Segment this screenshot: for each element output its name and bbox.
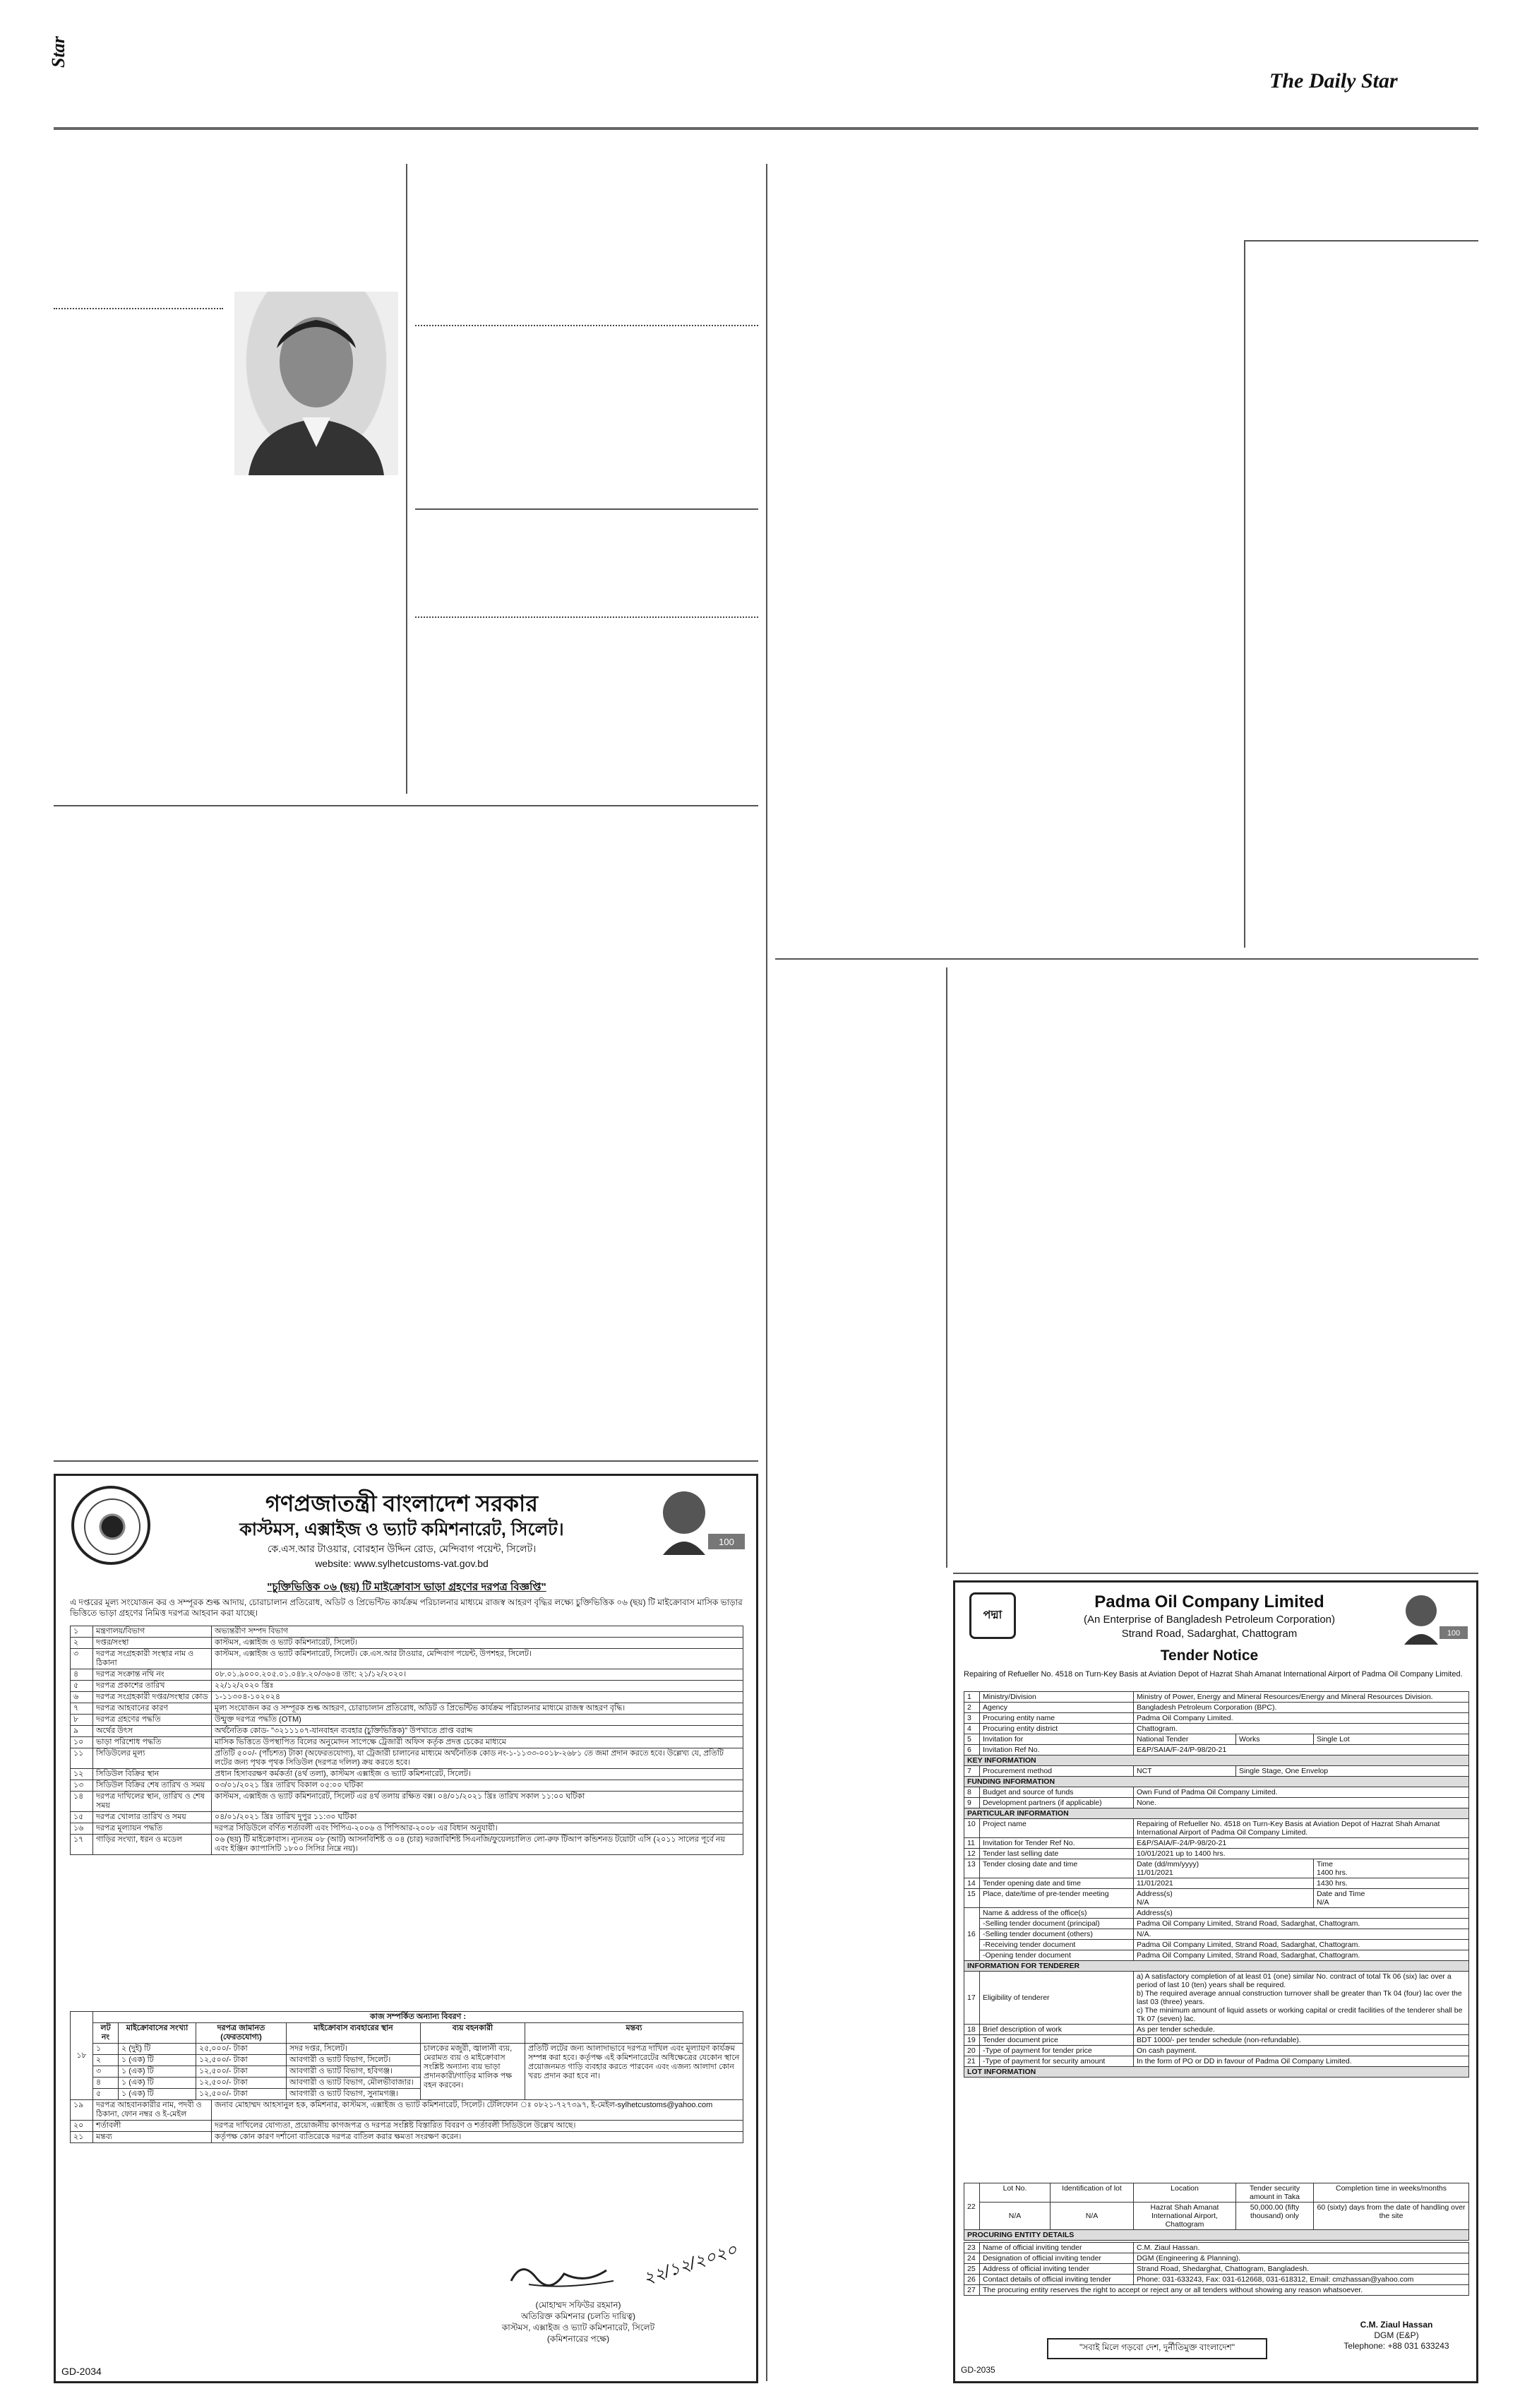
row-label: দরপত্র সংক্রান্ত নথি নং [93,1669,212,1681]
lot-header: মাইক্রোবাসের সংখ্যা [119,2023,196,2044]
row-number: ১৪ [71,1792,93,1812]
signer-title: অতিরিক্ত কমিশনার (চলতি দায়িত্ব) [520,2311,636,2321]
table-row [71,1681,743,1692]
row-label: Procuring entity name [980,1713,1134,1724]
row-number: 12 [964,1849,980,1859]
notice-title: Tender Notice [1160,1647,1259,1664]
lot-count: ১ (এক) টি [119,2055,196,2066]
row-number: ৩ [71,1649,93,1669]
row-label: Address of official inviting tender [980,2264,1134,2275]
row-value: Padma Oil Company Limited. [1134,1713,1469,1724]
lot-completion: 60 (sixty) days from the date of handling over the site [1314,2203,1469,2230]
row-value: Strand Road, Shedarghat, Chattogram, Bangladesh. [1134,2264,1469,2275]
row-number: ৭ [71,1703,93,1715]
row-label: অর্থের উৎস [93,1726,212,1737]
lot-no: ৩ [93,2066,119,2078]
padma-info-table [964,1691,1469,2078]
padma-signer [1322,2320,1471,2352]
lot-no: N/A [980,2203,1051,2230]
lot-count: ১ (এক) টি [119,2078,196,2089]
lot-header: মাইক্রোবাস ব্যবহারের স্থান [287,2023,421,2044]
section-title: FUNDING INFORMATION [964,1777,1469,1787]
row-value: The procuring entity reserves the right to accept or reject any or all tenders without showing any reason whatsoever. [980,2285,1469,2296]
lot-no: ৪ [93,2078,119,2089]
section-title: PARTICULAR INFORMATION [964,1808,1469,1819]
row-label: সিডিউলের মূল্য [93,1748,212,1769]
row-label: Development partners (if applicable) [980,1798,1134,1808]
row-label: -Type of payment for security amount [980,2056,1134,2067]
row-value: কাস্টমস, এক্সাইজ ও ভ্যাট কমিশনারেট, সিলেট। কে.এস.আর টাওয়ার, মেন্দিবাগ পয়েন্ট, উপশহর, সিলেট। [212,1649,743,1669]
lot-count: ১ (এক) টি [119,2066,196,2078]
row-number: 23 [964,2243,980,2253]
row-label: সিডিউল বিক্রির স্থান [93,1769,212,1780]
table-row [71,1769,743,1780]
tender-info-table [70,1626,743,1855]
row-number: 25 [964,2264,980,2275]
signer-title: DGM (E&P) [1374,2330,1419,2340]
row-value: Padma Oil Company Limited, Strand Road, Sadarghat, Chattogram. [1134,1950,1469,1961]
lot-count: ২ (দুই) টি [119,2044,196,2055]
lot-cost-bearer: চালকের মজুরী, জ্বালানী ব্যয়, মেরামত ব্যয় ও মাইক্রোবাস সংশ্লিষ্ট অন্যান্য ব্যয় ভাড়া প্রদানকারী/গাড়ির মালিক পক্ষ বহন করবেন। [421,2044,525,2100]
row-number: ১৯ [71,2100,93,2121]
row-value: Ministry of Power, Energy and Mineral Resources/Energy and Mineral Resources Division. [1134,1692,1469,1703]
column-divider [406,164,407,794]
section-title: KEY INFORMATION [964,1756,1469,1766]
row-label: দরপত্র সংগ্রহকারী সংস্থার নাম ও ঠিকানা [93,1649,212,1669]
lot-place: আবগারী ও ভ্যাট বিভাগ, হবিগঞ্জ। [287,2066,421,2078]
row-number: ১২ [71,1769,93,1780]
table-row [71,2132,743,2143]
row-value: C.M. Ziaul Hassan. [1134,2243,1469,2253]
row-number: ১৫ [71,1812,93,1823]
lot-header: মন্তব্য [525,2023,743,2044]
table-row [71,1703,743,1715]
table-row [71,1649,743,1669]
row-value: Date (dd/mm/yyyy) 11/01/2021 [1134,1859,1314,1878]
company-subtitle: (An Enterprise of Bangladesh Petroleum Corporation) [1083,1614,1336,1626]
row-label: Designation of official inviting tender [980,2253,1134,2264]
lot-count: ১ (এক) টি [119,2089,196,2100]
row-number: 26 [964,2275,980,2285]
row-label: Budget and source of funds [980,1787,1134,1798]
row-value: Bangladesh Petroleum Corporation (BPC). [1134,1703,1469,1713]
row-number: 11 [964,1838,980,1849]
row-label: -Type of payment for tender price [980,2046,1134,2056]
padma-lot-table [964,2183,1469,2241]
lot-no: ৫ [93,2089,119,2100]
company-address: Strand Road, Sadarghat, Chattogram [1121,1628,1298,1640]
row-value: ০৪/০১/২০২১ খ্রিঃ তারিখ দুপুর ১১:৩০ ঘটিকা [212,1812,743,1823]
table-row [71,1626,743,1638]
signer-name: C.M. Ziaul Hassan [1360,2320,1433,2330]
row-number: 8 [964,1787,980,1798]
row-label: -Selling tender document (principal) [980,1919,1134,1929]
row-number: 2 [964,1703,980,1713]
row-number: ১ [71,1626,93,1638]
row-number: 14 [964,1878,980,1889]
row-value: Address(s) N/A [1134,1889,1314,1908]
row-label: Place, date/time of pre-tender meeting [980,1889,1134,1908]
row-label: -Selling tender document (others) [980,1929,1134,1940]
ad-title: গণপ্রজাতন্ত্রী বাংলাদেশ সরকার [265,1491,538,1516]
mujib-year-logo [1400,1590,1471,1646]
row-value: Padma Oil Company Limited, Strand Road, Sadarghat, Chattogram. [1134,1940,1469,1950]
lot-row-number: ১৮ [71,2012,93,2100]
row-value: জনাব মোহাম্মদ আহসানুল হক, কমিশনার, কাস্টমস, এক্সাইজ ও ভ্যাট কমিশনারেট, সিলেট। টেলিফোন ঃ ০৮২১-৭২৭৩৯৭, ই-মেইল-sylhetcustoms@yahoo.com [212,2100,743,2121]
table-row [71,1823,743,1835]
row-value: DGM (Engineering & Planning). [1134,2253,1469,2264]
row-number: 15 [964,1889,980,1908]
padma-tender-ad [953,1580,1478,2383]
row-label: Project name [980,1819,1134,1838]
row-value: Works [1236,1734,1314,1745]
row-label: Name of official inviting tender [980,2243,1134,2253]
separator [953,1573,1478,1574]
row-value: ০৬ (ছয়) টি মাইক্রোবাস। ন্যূনতম ০৮ (আট) আসনবিশিষ্ট ও ০৪ (চার) দরজাবিশিষ্ট সিএনজি/ফুয়েলচালিত লো-রুফ টিআপ কন্ডিশনড টয়োটা এসি (২০১১ সালের পূর্বে নয় এবং ইঞ্জিন ক্যাপাসিটি ১৮০০ সিসির নিম্নে নয়)। [212,1835,743,1855]
lot-header: Identification of lot [1051,2183,1134,2203]
row-number: ৫ [71,1681,93,1692]
row-label: -Receiving tender document [980,1940,1134,1950]
row-value: Single Stage, One Envelop [1236,1766,1469,1777]
slogan-box: "সবাই মিলে গড়বো দেশ, দুর্নীতিমুক্ত বাংলাদেশ" [1047,2338,1267,2359]
row-label: Brief description of work [980,2025,1134,2035]
row-value: দরপত্র সিডিউলে বর্ণিত শর্তাবলী এবং পিপিএ-২০০৬ ও পিপিআর-২০০৮ এর বিধান অনুযায়ী। [212,1823,743,1835]
row-number: 9 [964,1798,980,1808]
row-value: 10/01/2021 up to 1400 hrs. [1134,1849,1469,1859]
row-number: ২০ [71,2121,93,2132]
row-label: Ministry/Division [980,1692,1134,1703]
row-label: -Opening tender document [980,1950,1134,1961]
row-value: On cash payment. [1134,2046,1469,2056]
masthead-rule [54,127,1478,130]
lot-header: Completion time in weeks/months [1314,2183,1469,2203]
row-value: Chattogram. [1134,1724,1469,1734]
table-row [71,2100,743,2121]
ad-website[interactable]: website: www.sylhetcustoms-vat.gov.bd [315,1558,489,1569]
lot-header: Lot No. [980,2183,1051,2203]
row-number: 7 [964,1766,980,1777]
lot-deposit: ১২,৫০০/- টাকা [196,2066,287,2078]
row-label: দরপত্র সংগ্রহকারী দপ্তর/সংস্থার কোড [93,1692,212,1703]
row-value: দরপত্র দাখিলের যোগ্যতা, প্রয়োজনীয় কাগজপত্র ও দরপত্র সংশ্লিষ্ট বিস্তারিত বিবরণ ও শর্তাবলী সিডিউলে উল্লেখ আছে। [212,2121,743,2132]
row-value: Padma Oil Company Limited, Strand Road, Sadarghat, Chattogram. [1134,1919,1469,1929]
row-value: Own Fund of Padma Oil Company Limited. [1134,1787,1469,1798]
lot-place: আবগারী ও ভ্যাট বিভাগ, সুনামগঞ্জ। [287,2089,421,2100]
column-divider [766,164,767,2381]
table-row [71,1792,743,1812]
row-number: ৪ [71,1669,93,1681]
row-label: Name & address of the office(s) [980,1908,1134,1919]
row-number: ২ [71,1638,93,1649]
row-value: Phone: 031-633243, Fax: 031-612668, 031-618312, Email: cmzhassan@yahoo.com [1134,2275,1469,2285]
table-row [71,1748,743,1769]
lot-place: সদর দপ্তর, সিলেট। [287,2044,421,2055]
row-label: ভাড়া পরিশোধ পদ্ধতি [93,1737,212,1748]
row-value: NCT [1134,1766,1236,1777]
table-row [71,1715,743,1726]
row-label: দরপত্র প্রকাশের তারিখ [93,1681,212,1692]
lot-deposit: ১২,৫০০/- টাকা [196,2055,287,2066]
row-label: Tender document price [980,2035,1134,2046]
lot-section-title: কাজ সম্পর্কিত অন্যান্য বিবরণ : [93,2012,743,2023]
row-label: দরপত্র খোলার তারিখ ও সময় [93,1812,212,1823]
row-value: ০৩/০১/২০২১ খ্রিঃ তারিখ বিকাল ০৫:০০ ঘটিকা [212,1780,743,1792]
row-value: 11/01/2021 [1134,1878,1314,1889]
separator [415,616,758,618]
row-value: E&P/SAIA/F-24/P-98/20-21 [1134,1745,1469,1756]
row-label: Tender closing date and time [980,1859,1134,1878]
row-label: দরপত্র আহবানকারীর নাম, পদবী ও ঠিকানা, ফোন নম্বর ও ই-মেইল [93,2100,212,2121]
row-value: ১-১১৩০৪-১০২০২৪ [212,1692,743,1703]
signature-date: ২২/১২/২০২০ [640,2240,740,2289]
row-value: E&P/SAIA/F-24/P-98/20-21 [1134,1838,1469,1849]
separator [415,508,758,510]
signer-name: (মোহাম্মদ সফিউর রহমান) [535,2300,621,2310]
row-value: অর্থনৈতিক কোড- "৩২১১১০৭-যানবাহন ব্যবহার (চুক্তিভিত্তিক)" উপখাতে প্রাপ্ত বরাদ্দ [212,1726,743,1737]
row-value: প্রধান হিসাবরক্ষণ কর্মকর্তা (৪র্থ তলা), কাস্টমস এক্সাইজ ও ভ্যাট কমিশনারেট, সিলেট। [212,1769,743,1780]
company-name: Padma Oil Company Limited [1094,1592,1324,1611]
row-value: N/A. [1134,1929,1469,1940]
lot-location: Hazrat Shah Amanat International Airport, Chattogram [1134,2203,1236,2230]
row-number: 27 [964,2285,980,2296]
table-row [71,1726,743,1737]
svg-text:100: 100 [719,1537,734,1547]
row-number: 3 [964,1713,980,1724]
row-number: 19 [964,2035,980,2046]
notice-title: "চুক্তিভিত্তিক ০৬ (ছয়) টি মাইক্রোবাস ভাড়া গ্রহণের দরপত্র বিজ্ঞপ্তি" [267,1581,546,1593]
signer-block [451,2299,705,2344]
row-number: 18 [964,2025,980,2035]
masthead-right-logo: The Daily Star [1269,69,1398,93]
lot-header: Tender security amount in Taka [1236,2183,1314,2203]
customs-tender-ad [54,1474,758,2383]
column-divider [946,967,947,1568]
lot-deposit: ১২,৫০০/- টাকা [196,2078,287,2089]
lot-section [70,2011,743,2143]
row-number: 4 [964,1724,980,1734]
row-value: উন্মুক্ত দরপত্র পদ্ধতি (OTM) [212,1715,743,1726]
lot-place: আবগারী ও ভ্যাট বিভাগ, সিলেট। [287,2055,421,2066]
row-number: ৮ [71,1715,93,1726]
ad-subtitle: কাস্টমস, এক্সাইজ ও ভ্যাট কমিশনারেট, সিলেট। [239,1520,564,1539]
row-value: অভ্যন্তরীণ সম্পদ বিভাগ [212,1626,743,1638]
row-value: মূল্য সংযোজন কর ও সম্পূরক শুল্ক আহরণ, চোরাচালান প্রতিরোধ, অডিট ও প্রিভেন্টিভ কার্যক্রম পরিচালনার মাধ্যমে রাজস্ব আহরণ বৃদ্ধি। [212,1703,743,1715]
separator [54,805,758,806]
row-number: ৯ [71,1726,93,1737]
row-number: ১১ [71,1748,93,1769]
row-value: Date and Time N/A [1314,1889,1469,1908]
row-number: 1 [964,1692,980,1703]
table-row [71,1692,743,1703]
section-title: LOT INFORMATION [964,2067,1469,2078]
row-label: দরপত্র মূল্যায়ন পদ্ধতি [93,1823,212,1835]
row-value: In the form of PO or DD in favour of Padma Oil Company Limited. [1134,2056,1469,2067]
row-value: কাস্টমস, এক্সাইজ ও ভ্যাট কমিশনারেট, সিলেট। [212,1638,743,1649]
row-value: মাসিক ভিত্তিতে উপস্থাপিত বিলের অনুমোদন সাপেক্ষে ট্রেজারী অফিস কর্তৃক প্রদত্ত চেকের মাধ্যমে [212,1737,743,1748]
row-number: 20 [964,2046,980,2056]
separator [1244,240,1478,242]
table-row [71,1737,743,1748]
masthead-left-logo: Star [48,36,68,68]
row-number: 10 [964,1819,980,1838]
row-value: a) A satisfactory completion of at least 01 (one) similar No. contract of total Tk 06 (six) lac over a period of last 10 (ten) years shall be required. b) The required average annual construction turnover shall be greater than Tk 04 (four) lac over the last 03 (three) years. c) The minimum amount of liquid assets or working capital or credit facilities of the tenderer shall be Tk 07 (seven) lac. [1134,1972,1469,2025]
row-number: 5 [964,1734,980,1745]
separator [415,325,758,326]
row-number: ৬ [71,1692,93,1703]
row-value: As per tender schedule. [1134,2025,1469,2035]
separator [775,958,1478,960]
row-label: মন্ত্রণালয়/বিভাগ [93,1626,212,1638]
signature-mark [508,2253,649,2295]
svg-text:100: 100 [1447,1629,1461,1638]
separator [54,1460,758,1462]
section-title: INFORMATION FOR TENDERER [964,1961,1469,1972]
row-value: National Tender [1134,1734,1236,1745]
row-label: মন্তব্য [93,2132,212,2143]
row-label: Contact details of official inviting tender [980,2275,1134,2285]
lot-header: ব্যয় বহনকারী [421,2023,525,2044]
row-number: 24 [964,2253,980,2264]
row-number: 6 [964,1745,980,1756]
table-row [71,2121,743,2132]
row-label: Invitation Ref No. [980,1745,1134,1756]
mujib-year-logo [656,1484,748,1562]
notice-intro: এ দপ্তরের মূল্য সংযোজন কর ও সম্পূরক শুল্ক আদায়, চোরাচালান প্রতিরোধ, অডিট ও প্রিভেন্টিভ কার্যক্রম পরিচালনার মাধ্যমে রাজস্ব আহরণ বৃদ্ধির লক্ষ্যে চুক্তিভিত্তিক ০৬ (ছয়) টি মাইক্রোবাস মাসিক ভাড়ার ভিত্তিতে ভাড়া গ্রহণের নিমিত্ত দরপত্র আহবান করা যাচ্ছে। [70,1597,743,1618]
row-value: কর্তৃপক্ষ কোন কারণ দর্শানো ব্যতিরেকে দরপত্র বাতিল করার ক্ষমতা সংরক্ষণ করেন। [212,2132,743,2143]
lot-deposit: ২৫,০০০/- টাকা [196,2044,287,2055]
signer-behalf: (কমিশনারের পক্ষে) [546,2334,610,2344]
row-label: দরপত্র গ্রহণের পদ্ধতি [93,1715,212,1726]
row-label: Tender opening date and time [980,1878,1134,1889]
row-label: Eligibility of tenderer [980,1972,1134,2025]
row-label: গাড়ির সংখ্যা, ধরন ও মডেল [93,1835,212,1855]
author-photo [234,292,398,475]
row-number: 21 [964,2056,980,2067]
row-label: Procuring entity district [980,1724,1134,1734]
row-value: Time 1400 hrs. [1314,1859,1469,1878]
row-value: প্রতিটি ৫০০/- (পাঁচশত) টাকা (অফেরতযোগ্য), যা ট্রেজারী চালানের মাধ্যমে অর্থনৈতিক কোড নং-১-১১৩৩-০০১৮-২৬৮১ তে জমা প্রদান করতে হবে। উল্লেখ্য যে, প্রতিটি লটের জন্য পৃথক পৃথক সিডিউল (দরপত্র দলিল) ক্রয় করতে হবে। [212,1748,743,1769]
row-label: দপ্তর/সংস্থা [93,1638,212,1649]
table-row [71,1780,743,1792]
padma-procuring-table [964,2242,1469,2296]
row-label: দরপত্র আহবানের কারণ [93,1703,212,1715]
row-label: Agency [980,1703,1134,1713]
row-value: 1430 hrs. [1314,1878,1469,1889]
lot-no: ১ [93,2044,119,2055]
row-number: ১৩ [71,1780,93,1792]
row-label: দরপত্র দাখিলের স্থান, তারিখ ও শেষ সময় [93,1792,212,1812]
lot-header: দরপত্র জামানত (ফেরতযোগ্য) [196,2023,287,2044]
ad-code: GD-2034 [61,2366,102,2377]
row-value: BDT 1000/- per tender schedule (non-refundable). [1134,2035,1469,2046]
table-row [71,1638,743,1649]
lot-header: Location [1134,2183,1236,2203]
lot-security: 50,000.00 (fifty thousand) only [1236,2203,1314,2230]
lot-deposit: ১২,৫০০/- টাকা [196,2089,287,2100]
padma-logo-icon: পদ্মা [969,1592,1016,1639]
row-value: কাস্টমস, এক্সাইজ ও ভ্যাট কমিশনারেট, সিলেট এর ৪র্থ তলায় রক্ষিত বক্স। ০৪/০১/২০২১ খ্রিঃ তারিখ সকাল ১১:০০ ঘটিকা [212,1792,743,1812]
row-value: Repairing of Refueller No. 4518 on Turn-Key Basis at Aviation Depot of Hazrat Shah Amanat International Airport of Padma Oil Company Limited. [1134,1819,1469,1838]
row-label: সিডিউল বিক্রির শেষ তারিখ ও সময় [93,1780,212,1792]
row-value: None. [1134,1798,1469,1808]
table-row [71,1835,743,1855]
lot-identification: N/A [1051,2203,1134,2230]
row-number: ১০ [71,1737,93,1748]
notice-headline: Repairing of Refueller No. 4518 on Turn-Key Basis at Aviation Depot of Hazrat Shah Amanat International Airport of Padma Oil Company Limited. [964,1670,1463,1679]
row-label: Procurement method [980,1766,1134,1777]
lot-place: আবগারী ও ভ্যাট বিভাগ, মৌলভীবাজার। [287,2078,421,2089]
govt-seal-icon [71,1486,150,1565]
row-label: Invitation for [980,1734,1134,1745]
row-value: ০৮.০১.৯০০০.২০৫.০১.০৪৮.২০/৩৬০৪ তাং: ২১/১২/২০২০। [212,1669,743,1681]
row-label: Invitation for Tender Ref No. [980,1838,1134,1849]
row-value: ২২/১২/২০২০ খ্রিঃ [212,1681,743,1692]
lot-remark: প্রতিটি লটের জন্য আলাদাভাবে দরপত্র দাখিল এবং মূল্যায়ণ কার্যক্রম সম্পন্ন করা হবে। কর্তৃপক্ষ এই কমিশনারেটের অধিক্ষেত্রের যেকোন স্থানে প্রয়োজনমত গাড়ি ব্যবহার করতে পারবেন এবং এজন্য আলাদা কোন খরচ প্রদান করা হবে না। [525,2044,743,2100]
lot-no: ২ [93,2055,119,2066]
signer-office: কাস্টমস, এক্সাইজ ও ভ্যাট কমিশনারেট, সিলেট [501,2323,655,2332]
row-value: Address(s) [1134,1908,1469,1919]
row-number: 17 [964,1972,980,2025]
ad-address: কে.এস.আর টাওয়ার, বোরহান উদ্দিন রোড, মেন্দিবাগ পয়েন্ট, সিলেট। [267,1543,537,1554]
table-row [71,1669,743,1681]
row-label: Tender last selling date [980,1849,1134,1859]
table-row [71,1812,743,1823]
row-number: 13 [964,1859,980,1878]
column-divider [1244,240,1245,948]
row-number: ১৭ [71,1835,93,1855]
row-value: Single Lot [1314,1734,1469,1745]
ad-code: GD-2035 [961,2365,995,2375]
row-number: 22 [964,2183,980,2230]
row-label: শর্তাবলী [93,2121,212,2132]
separator [54,308,223,309]
row-number: ১৬ [71,1823,93,1835]
row-number: ২১ [71,2132,93,2143]
row-number: 16 [964,1908,980,1961]
signer-phone: Telephone: +88 031 633243 [1344,2341,1449,2351]
lot-header: লট নং [93,2023,119,2044]
section-title: PROCURING ENTITY DETAILS [964,2230,1469,2241]
